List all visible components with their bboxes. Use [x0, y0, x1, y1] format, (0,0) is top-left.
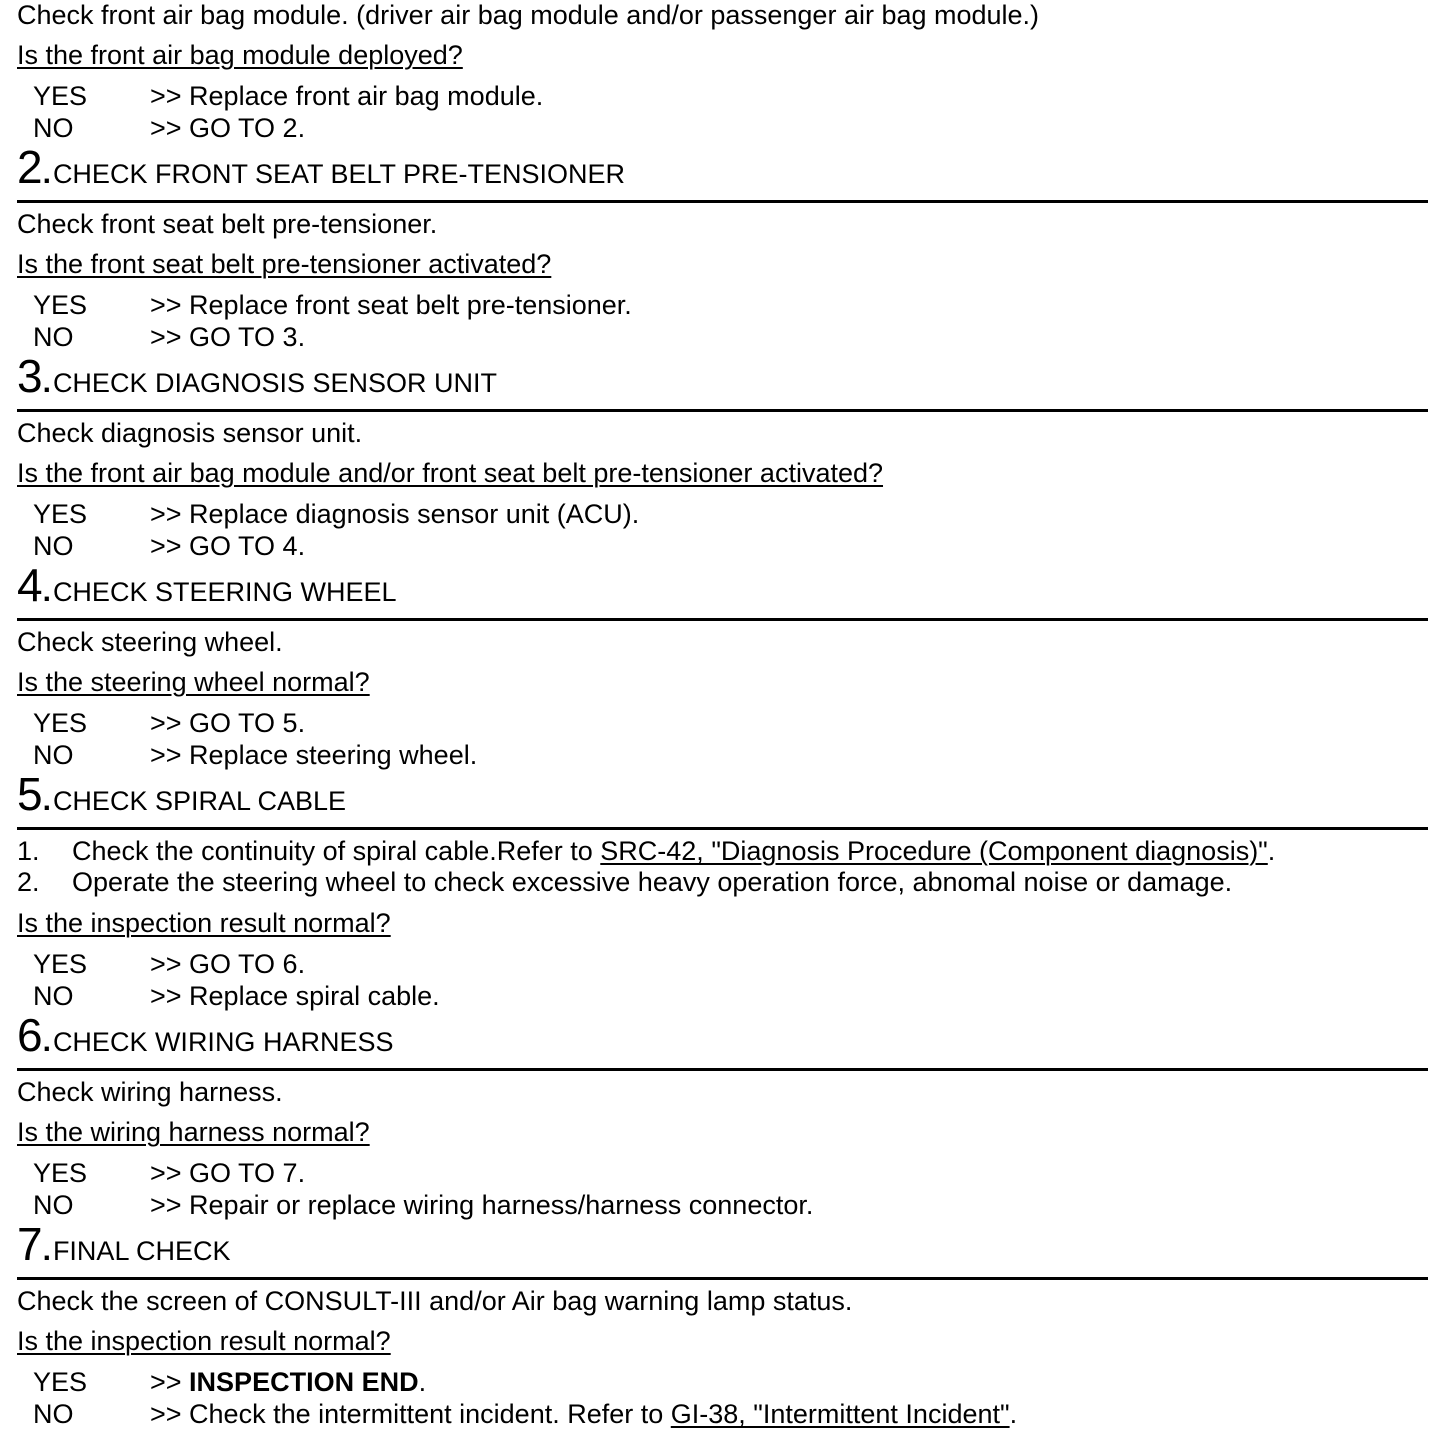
yes-text: >> GO TO 5. — [150, 708, 306, 738]
yes-text: >> Replace diagnosis sensor unit (ACU). — [150, 499, 640, 529]
step-title: CHECK DIAGNOSIS SENSOR UNIT — [52, 368, 498, 398]
step-number: 2 — [17, 141, 43, 193]
yes-suffix: . — [418, 1367, 427, 1397]
step-question: Is the steering wheel normal? — [17, 667, 370, 697]
no-label: NO — [33, 322, 74, 352]
no-label: NO — [33, 740, 74, 770]
step-header — [17, 559, 1428, 621]
gi-38-link[interactable]: GI-38, "Intermittent Incident" — [670, 1399, 1010, 1429]
step-7 — [17, 1218, 1428, 1430]
numbered-list — [17, 836, 1428, 898]
step-question: Is the front air bag module and/or front seat belt pre-tensioner activated? — [17, 458, 884, 488]
yes-row — [17, 707, 1428, 739]
src-42-link[interactable]: SRC-42, "Diagnosis Procedure (Component diagnosis)" — [600, 836, 1268, 866]
yes-label: YES — [33, 708, 88, 738]
yes-label: YES — [33, 1367, 88, 1397]
step-question: Is the inspection result normal? — [17, 908, 391, 938]
intro-no-text: >> GO TO 2. — [150, 113, 306, 143]
yes-row — [17, 289, 1428, 321]
yes-row — [17, 948, 1428, 980]
intro-section — [17, 0, 1428, 144]
list-item — [17, 836, 1428, 867]
step-title: CHECK SPIRAL CABLE — [52, 786, 347, 816]
step-number: 5 — [17, 768, 43, 820]
yes-label: YES — [33, 949, 88, 979]
list-item-text-main: Check the continuity of spiral cable.Refer to — [72, 836, 601, 866]
step-number: 3 — [17, 350, 43, 402]
step-header — [17, 141, 1428, 203]
yes-label: YES — [33, 1158, 88, 1188]
no-text — [150, 1398, 1017, 1430]
list-item-text: Operate the steering wheel to check excessive heavy operation force, abnomal noise or damage. — [72, 867, 1233, 897]
step-dot: . — [42, 1234, 51, 1267]
step-4 — [17, 559, 1428, 771]
step-dot: . — [42, 784, 51, 817]
step-header — [17, 1218, 1428, 1280]
step-instruction: Check diagnosis sensor unit. — [17, 418, 363, 448]
step-title: CHECK WIRING HARNESS — [52, 1027, 394, 1057]
list-item-number: 1. — [17, 836, 40, 866]
yes-text — [150, 1366, 426, 1398]
step-question: Is the front seat belt pre-tensioner activated? — [17, 249, 552, 279]
step-question: Is the wiring harness normal? — [17, 1117, 370, 1147]
step-number: 4 — [17, 559, 43, 611]
no-row — [17, 1398, 1428, 1430]
yes-text: >> GO TO 6. — [150, 949, 306, 979]
step-number: 7 — [17, 1218, 43, 1270]
step-instruction: Check the screen of CONSULT-III and/or Air bag warning lamp status. — [17, 1286, 853, 1316]
no-text: >> GO TO 3. — [150, 322, 306, 352]
yes-row — [17, 498, 1428, 530]
yes-row — [17, 1366, 1428, 1398]
yes-label: YES — [33, 81, 88, 111]
step-question: Is the inspection result normal? — [17, 1326, 391, 1356]
no-text: >> Replace steering wheel. — [150, 740, 478, 770]
step-title: CHECK STEERING WHEEL — [52, 577, 397, 607]
intro-yes-text: >> Replace front air bag module. — [150, 81, 544, 111]
intro-question: Is the front air bag module deployed? — [17, 40, 463, 70]
no-row — [17, 530, 1428, 562]
step-instruction: Check wiring harness. — [17, 1077, 283, 1107]
no-prefix: >> Check the intermittent incident. Refer to — [150, 1399, 671, 1429]
list-item-suffix: . — [1267, 836, 1276, 866]
list-item-text — [72, 836, 1275, 867]
no-suffix: . — [1009, 1399, 1018, 1429]
step-title: FINAL CHECK — [52, 1236, 231, 1266]
step-dot: . — [42, 1025, 51, 1058]
list-item — [17, 867, 1428, 898]
list-item-number: 2. — [17, 867, 40, 897]
step-dot: . — [42, 366, 51, 399]
step-3 — [17, 350, 1428, 562]
no-text: >> Repair or replace wiring harness/harness connector. — [150, 1190, 814, 1220]
no-row — [17, 739, 1428, 771]
no-row — [17, 321, 1428, 353]
no-label: NO — [33, 1190, 74, 1220]
intro-no-row — [17, 112, 1428, 144]
no-row — [17, 980, 1428, 1012]
yes-text: >> GO TO 7. — [150, 1158, 306, 1188]
no-row — [17, 1189, 1428, 1221]
step-number: 6 — [17, 1009, 43, 1061]
step-dot: . — [42, 575, 51, 608]
yes-label: YES — [33, 290, 88, 320]
step-dot: . — [42, 157, 51, 190]
step-2 — [17, 141, 1428, 353]
inspection-end-text: INSPECTION END — [189, 1367, 419, 1397]
step-instruction: Check front seat belt pre-tensioner. — [17, 209, 438, 239]
diagnosis-procedure — [17, 0, 1428, 1430]
step-header — [17, 350, 1428, 412]
step-instruction: Check steering wheel. — [17, 627, 283, 657]
step-title: CHECK FRONT SEAT BELT PRE-TENSIONER — [52, 159, 626, 189]
no-text: >> Replace spiral cable. — [150, 981, 440, 1011]
no-label: NO — [33, 531, 74, 561]
step-header — [17, 768, 1428, 830]
no-label: NO — [33, 1399, 74, 1429]
intro-yes-row — [17, 80, 1428, 112]
yes-label: YES — [33, 499, 88, 529]
no-label: NO — [33, 113, 74, 143]
step-5 — [17, 768, 1428, 1012]
step-6 — [17, 1009, 1428, 1221]
yes-text: >> Replace front seat belt pre-tensioner. — [150, 290, 632, 320]
no-label: NO — [33, 981, 74, 1011]
step-header — [17, 1009, 1428, 1071]
no-text: >> GO TO 4. — [150, 531, 306, 561]
intro-instruction: Check front air bag module. (driver air bag module and/or passenger air bag module.) — [17, 0, 1040, 30]
yes-row — [17, 1157, 1428, 1189]
yes-prefix: >> — [150, 1367, 190, 1397]
